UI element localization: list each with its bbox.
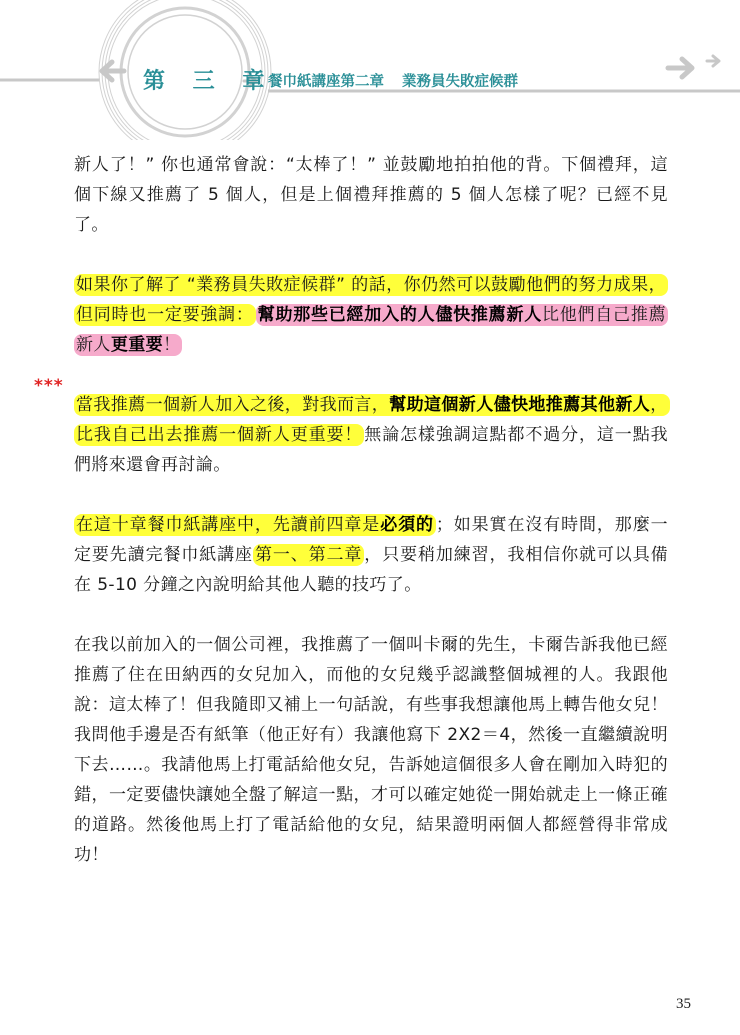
header-title <box>268 70 518 91</box>
bold-emphasis: 幫助那些已經加入的人儘快推薦新人 <box>257 305 542 325</box>
paragraph-4 <box>74 510 668 600</box>
paragraph-text: 新人了！” 你也通常會說：“太棒了！” 並鼓勵地拍拍他的背。下個禮拜，這個下線又推薦了 5 個人，但是上個禮拜推薦的 5 個人怎樣了呢？已經不見了。 <box>74 155 668 235</box>
page-number: 35 <box>676 996 691 1012</box>
paragraph-text: ，只要稍加練習，我相信你就可以具備在 5-10 分鐘之內說明給其他人聽的技巧了。 <box>74 545 668 595</box>
paragraph-text: 比他們自己推薦新人 <box>76 305 666 355</box>
paragraph-text: 無論怎樣強調這點都不過分，這一點我們將來還會再討論。 <box>74 425 668 475</box>
page-header <box>0 0 740 140</box>
paragraph-text: 在這十章餐巾紙講座中，先讀前四章是 <box>76 515 381 535</box>
series-title: 餐巾紙講座第二章 <box>268 74 384 90</box>
highlight-yellow: 如果你了解了 “業務員失敗症候群” 的話，你仍然可以鼓勵他們的努力成果，但同時也一定要強調： <box>76 275 666 325</box>
double-arrow-icon <box>668 56 719 77</box>
bold-emphasis: 更重要 <box>110 335 164 355</box>
bold-emphasis: 幫助這個新人儘快地推薦其他新人 <box>389 395 651 415</box>
paragraph-text: ，比我自己出去推薦一個新人更重要！ <box>76 395 668 445</box>
page-body <box>74 150 668 870</box>
paragraph-2 <box>74 270 668 360</box>
paragraph-text: ！ <box>163 335 181 355</box>
paragraph-text: 當我推薦一個新人加入之後，對我而言， <box>76 395 390 415</box>
highlight-yellow <box>74 514 436 536</box>
paragraph-text: ；如果實在沒有時間，那麼一定要先讀完餐巾紙講座 <box>74 515 668 565</box>
highlight-yellow: 第一、第二章 <box>254 545 363 565</box>
bold-emphasis: 必須的 <box>380 515 434 535</box>
paragraph-text: 在我以前加入的一個公司裡，我推薦了一個叫卡爾的先生，卡爾告訴我他已經推薦了住在田納西的女兒加入，而他的女兒幾乎認識整個城裡的人。我跟他說：這太棒了！但我隨即又補上一句話說，有些事我想讓他馬上轉告他女兒！我問他手邊是否有紙筆（他正好有）我讓他寫下 2X2＝4，然後一直繼續說明下去……。我請他馬上打電話給他女兒，告訴她這個很多人會在剛加入時犯的錯，一定要儘快讓她全盤了解這一點，才可以確定她從一開始就走上一條正確的道路。然後他馬上打了電話給他的女兒，結果證明兩個人都經營得非常成功！ <box>74 635 668 865</box>
paragraph-1 <box>74 150 668 240</box>
paragraph-3 <box>74 390 668 480</box>
chapter-title: 業務員失敗症候群 <box>402 74 518 90</box>
important-marker: *** <box>34 376 64 396</box>
chapter-label: 第 三 章 <box>143 69 275 94</box>
paragraph-5 <box>74 630 668 870</box>
